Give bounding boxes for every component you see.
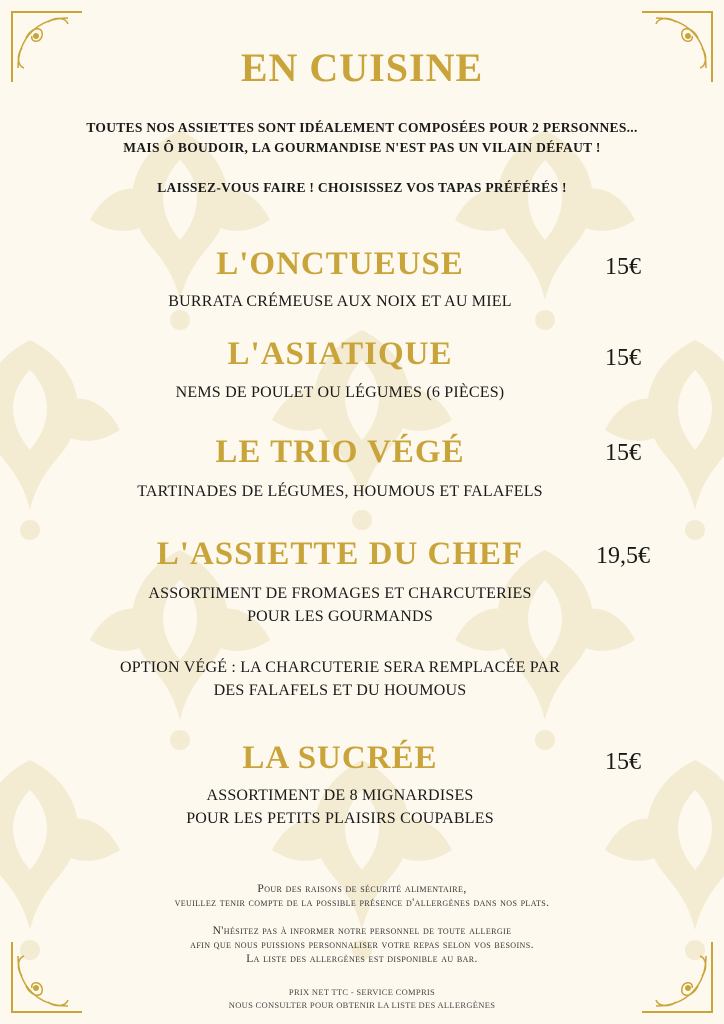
dish-description: TARTINADES DE LÉGUMES, HOUMOUS ET FALAFELS bbox=[137, 483, 543, 500]
allergy-info bbox=[0, 924, 724, 966]
dish-description bbox=[0, 582, 680, 628]
intro-line: MAIS Ô BOUDOIR, LA GOURMANDISE N'EST PAS UN VILAIN DÉFAUT ! bbox=[123, 140, 601, 155]
intro-text bbox=[0, 118, 724, 158]
description-line: ASSORTIMENT DE 8 MIGNARDISES bbox=[206, 787, 474, 804]
option-line: DES FALAFELS ET DU HOUMOUS bbox=[213, 682, 467, 699]
dish-price: 15€ bbox=[605, 345, 641, 371]
notice-line: veuillez tenir compte de la possible présence d'allergènes dans nos plats. bbox=[174, 897, 550, 909]
dish-name: L'ONCTUEUSE bbox=[216, 246, 464, 282]
notice-line: afin que nous puissions personnaliser votre repas selon vos besoins. bbox=[190, 939, 534, 951]
footnote-line: NOUS CONSULTER POUR OBTENIR LA LISTE DES ALLERGÈNES bbox=[228, 1000, 496, 1010]
intro-invitation: LAISSEZ-VOUS FAIRE ! CHOISISSEZ VOS TAPAS PRÉFÉRÉS ! bbox=[157, 180, 567, 195]
notice-line: Pour des raisons de sécurité alimentaire, bbox=[257, 883, 467, 895]
description-line: POUR LES PETITS PLAISIRS COUPABLES bbox=[186, 810, 494, 827]
dish-name: L'ASSIETTE DU CHEF bbox=[156, 536, 524, 572]
notice-line: La liste des allergènes est disponible au bar. bbox=[246, 953, 478, 965]
dish-option bbox=[0, 656, 680, 702]
dish-description: BURRATA CRÉMEUSE AUX NOIX ET AU MIEL bbox=[168, 293, 512, 310]
dish-description: NEMS DE POULET OU LÉGUMES (6 PIÈCES) bbox=[175, 384, 505, 401]
dish-price: 15€ bbox=[605, 440, 641, 466]
dish-name: LA SUCRÉE bbox=[242, 740, 438, 776]
dish-price: 15€ bbox=[605, 749, 641, 775]
description-line: POUR LES GOURMANDS bbox=[247, 608, 433, 625]
dish-name: LE TRIO VÉGÉ bbox=[215, 434, 465, 470]
dish-name: L'ASIATIQUE bbox=[227, 336, 453, 372]
footnote-line: PRIX NET TTC - SERVICE COMPRIS bbox=[288, 987, 436, 997]
notice-line: N'hésitez pas à informer notre personnel de toute allergie bbox=[212, 925, 512, 937]
page-title: EN CUISINE bbox=[240, 45, 484, 90]
dish-price: 15€ bbox=[605, 254, 641, 280]
dish-price: 19,5€ bbox=[596, 543, 650, 569]
intro-line: TOUTES NOS ASSIETTES SONT IDÉALEMENT COMPOSÉES POUR 2 PERSONNES... bbox=[86, 120, 638, 135]
description-line: ASSORTIMENT DE FROMAGES ET CHARCUTERIES bbox=[148, 585, 532, 602]
option-line: OPTION VÉGÉ : LA CHARCUTERIE SERA REMPLACÉE PAR bbox=[119, 659, 561, 676]
dish-description bbox=[0, 784, 680, 830]
price-footnote bbox=[0, 986, 724, 1012]
allergy-notice bbox=[0, 882, 724, 910]
